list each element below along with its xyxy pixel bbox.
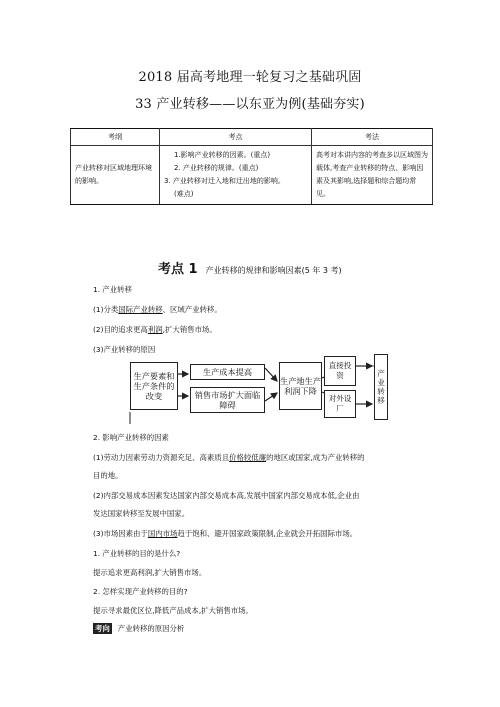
doc-title: 2018 届高考地理一轮复习之基础巩固 [138, 70, 362, 85]
kaodian-line: 2. 产业转移的规律。(重点) [174, 164, 259, 172]
question: 2. 怎样实现产业转移的目的? [93, 587, 188, 596]
box-industry-transfer: 产业转移 [374, 354, 388, 420]
paragraph: (1)分类国际产业转移、区域产业转移。 [93, 305, 222, 314]
paragraph: (2)目的追求更高利润,扩大销售市场。 [93, 325, 217, 334]
table-cell-kaogang: 产业转移对区域地理环境的影响。 [71, 146, 160, 205]
kaoxiang-tag: 考向 [95, 624, 110, 633]
answer-hint: 提示寻求最优区位,降低产品成本,扩大销售市场。 [93, 606, 253, 615]
box-market-barrier: 销售市场扩大面临障碍 [190, 387, 265, 413]
box-factor-change: 生产要素和生产条件的改变 [130, 362, 178, 410]
kaodian-line: 1.影响产业转移的因素。(重点) [174, 151, 271, 159]
table-header-kaogang: 考纲 [71, 129, 160, 146]
question: 1. 产业转移的目的是什么? [93, 549, 181, 558]
paragraph: (3)产业转移的原因 [93, 345, 156, 354]
kaoxiang-title: 产业转移的原因分析 [117, 624, 185, 633]
paragraph: 发达国家转移至发展中国家。 [93, 509, 190, 518]
paragraph: 目的地。 [93, 471, 123, 480]
answer-hint: 提示追求更高利润,扩大销售市场。 [93, 568, 207, 577]
kaoxiang-heading [93, 623, 184, 634]
table-header-kaofa: 考法 [312, 129, 433, 146]
doc-subtitle: 33 产业转移——以东亚为例(基础夯实) [135, 97, 365, 112]
kaodian-line: 3. 产业转移对迁入地和迁出地的影响。 [164, 177, 285, 185]
paragraph: (1)劳动力因素劳动力资源充足、高素质且价格较低廉的地区或国家,成为产业转移的 [93, 453, 365, 462]
paragraph: 2. 影响产业转移的因素 [93, 433, 169, 442]
paragraph: 1. 产业转移 [93, 285, 132, 294]
box-profit-decline: 生产地生产利润下降 [279, 362, 322, 410]
section-label: 考点 1 [158, 262, 198, 277]
table-header-kaodian: 考点 [160, 129, 312, 146]
kaodian-line: (难点) [174, 190, 194, 198]
paragraph: (2)内部交易成本因素发达国家内部交易成本高,发展中国家内部交易成本低,企业由 [93, 491, 360, 500]
table-cell-kaofa: 高考对本讲内容的考查多以区域图为载体,考查产业转移的特点、影响因素及其影响,选择题和综合题均常见。 [312, 146, 433, 205]
section-title: 产业转移的规律和影响因素(5 年 3 考) [205, 266, 342, 275]
paragraph: (3)市场因素由于国内市场趋于饱和、避开国家政策限制,企业就会开拓国际市场。 [93, 529, 358, 538]
box-direct-investment: 直接投资 [324, 356, 356, 386]
box-overseas-factory: 对外设厂 [324, 390, 356, 418]
box-cost-rise: 生产成本提高 [190, 364, 265, 380]
